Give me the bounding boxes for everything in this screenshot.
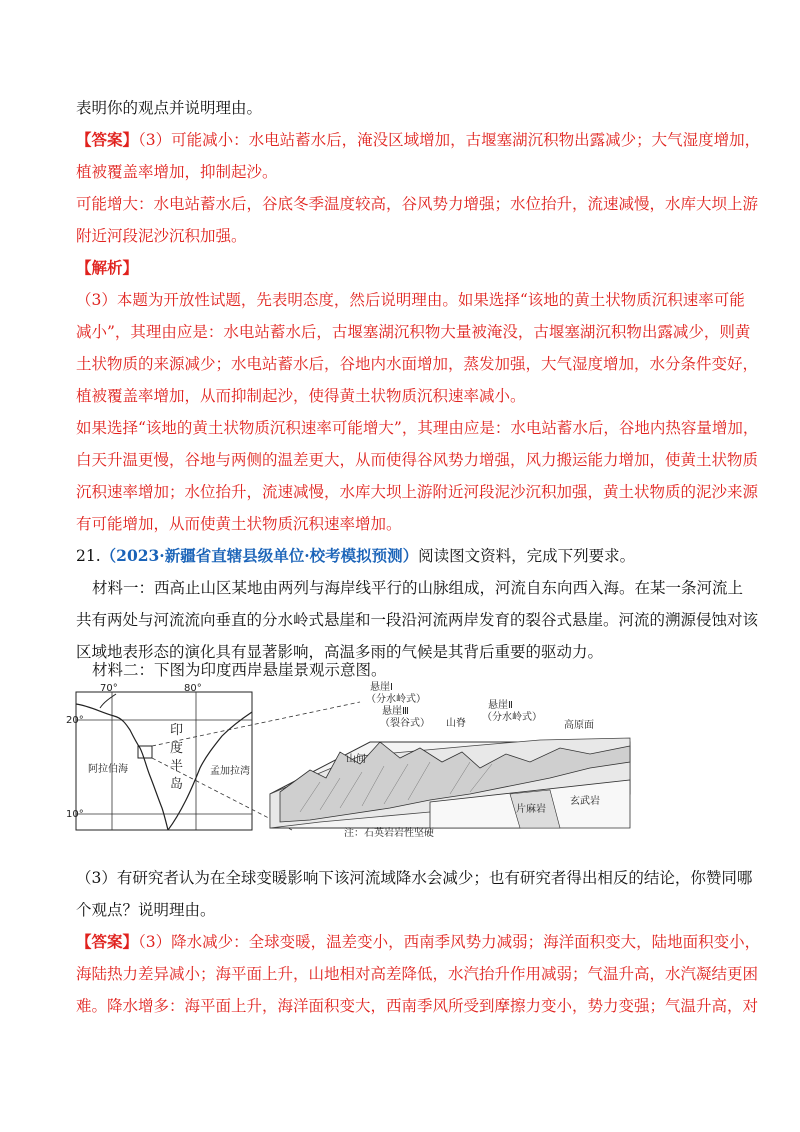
cliff-label: 悬崖Ⅰ [370, 682, 393, 693]
answer-line [76, 931, 760, 953]
material-line: 材料二：下图为印度西岸悬崖景观示意图。 [92, 661, 387, 679]
cliff-label: （分水岭式） [366, 694, 426, 705]
figure-note: 注：石英岩岩性坚硬 [344, 828, 434, 839]
answer-line [76, 129, 760, 151]
cliff-label: 悬崖Ⅲ [382, 706, 409, 717]
block-diagram [270, 680, 630, 839]
analysis-line: 有可能增加，从而使黄土状物质沉积速率增加。 [76, 515, 402, 533]
question-line: 个观点？说明理由。 [76, 901, 216, 919]
analysis-line: 减小”，其理由应是：水电站蓄水后，古堰塞湖沉积物大量被淹没，古堰塞湖沉积物出露减少，则黄 [76, 323, 751, 341]
answer-text: （3）可能减小：水电站蓄水后，淹没区域增加，古堰塞湖沉积物出露减少；大气湿度增加， [138, 131, 761, 149]
question-source: （2023·新疆省直辖县级单位·校考模拟预测） [100, 546, 419, 565]
india-label: 岛 [170, 777, 184, 792]
india-label: 半 [170, 759, 184, 774]
analysis-label: 【解析】 [76, 258, 139, 277]
cliff-label: （裂谷式） [380, 718, 430, 729]
cliff-label: 悬崖Ⅱ [488, 700, 513, 711]
question-21-header [76, 545, 635, 567]
india-map [66, 683, 252, 830]
rock-label: 玄武岩 [570, 796, 600, 807]
lat-label: 10° [66, 809, 84, 820]
analysis-line: 白天升温更慢，谷地与两侧的温差更大，从而使得谷风势力增强，风力搬运能力增加，使黄土状物质 [76, 451, 759, 469]
sea-label: 阿拉伯海 [88, 764, 128, 775]
lat-label: 20° [66, 715, 84, 726]
valley-label: 山间 [346, 754, 366, 765]
material-line: 区域地表形态的演化具有显著影响，高温多雨的气候是其背后重要的驱动力。 [76, 643, 604, 661]
answer-line: 附近河段泥沙沉积加强。 [76, 227, 247, 245]
answer-label: 【答案】 [76, 932, 139, 951]
material-line: 材料一：西高止山区某地由两列与海岸线平行的山脉组成，河流自东向西入海。在某一条河流上 [92, 579, 744, 597]
analysis-line: 如果选择“该地的黄土状物质沉积速率可能增大”，其理由应是：水电站蓄水后，谷地内热容量增加， [76, 419, 759, 437]
answer-line: 海陆热力差异减小；海平面上升，山地相对高差降低，水汽抬升作用减弱；气温升高，水汽凝结更困 [76, 965, 759, 983]
lon-label: 80° [184, 683, 202, 694]
text-line: 表明你的观点并说明理由。 [76, 99, 263, 117]
india-label: 度 [170, 741, 184, 756]
plateau-label: 高原面 [564, 720, 594, 731]
question-line: （3）有研究者认为在全球变暖影响下该河流域降水会减少；也有研究者得出相反的结论，你赞同哪 [76, 869, 753, 887]
answer-text: （3）降水减少：全球变暖，温差变小，西南季风势力减弱；海洋面积变大，陆地面积变小， [138, 933, 761, 951]
lon-label: 70° [100, 683, 118, 694]
rock-label: 片麻岩 [516, 804, 546, 815]
cliff-label: （分水岭式） [482, 712, 542, 723]
india-label: 印 [170, 723, 184, 738]
mountain-label: 山脊 [446, 718, 466, 729]
analysis-line: 沉积速率增加；水位抬升，流速减慢，水库大坝上游附近河段泥沙沉积加强，黄土状物质的泥沙来源 [76, 483, 759, 501]
question-prompt: 阅读图文资料，完成下列要求。 [418, 547, 636, 565]
answer-line: 可能增大：水电站蓄水后，谷底冬季温度较高，谷风势力增强；水位抬升，流速减慢，水库大坝上游 [76, 195, 759, 213]
answer-label: 【答案】 [76, 130, 139, 149]
analysis-line: （3）本题为开放性试题，先表明态度，然后说明理由。如果选择“该地的黄土状物质沉积速率可能 [76, 291, 745, 309]
answer-line: 难。降水增多：海平面上升，海洋面积变大，西南季风所受到摩擦力变小，势力变强；气温升高，对 [76, 997, 759, 1015]
analysis-line: 植被覆盖率增加，从而抑制起沙，使得黄土状物质沉积速率减小。 [76, 387, 526, 405]
answer-line: 植被覆盖率增加，抑制起沙。 [76, 163, 278, 181]
question-number: 21. [76, 547, 101, 565]
analysis-line: 土状物质的来源减少；水电站蓄水后，谷地内水面增加，蒸发加强，大气湿度增加，水分条件变好， [76, 355, 759, 373]
material-line: 共有两处与河流流向垂直的分水岭式悬崖和一段沿河流两岸发育的裂谷式悬崖。河流的溯源侵蚀对该 [76, 611, 759, 629]
cliff-landscape-figure [66, 682, 630, 839]
sea-label: 孟加拉湾 [210, 766, 250, 777]
